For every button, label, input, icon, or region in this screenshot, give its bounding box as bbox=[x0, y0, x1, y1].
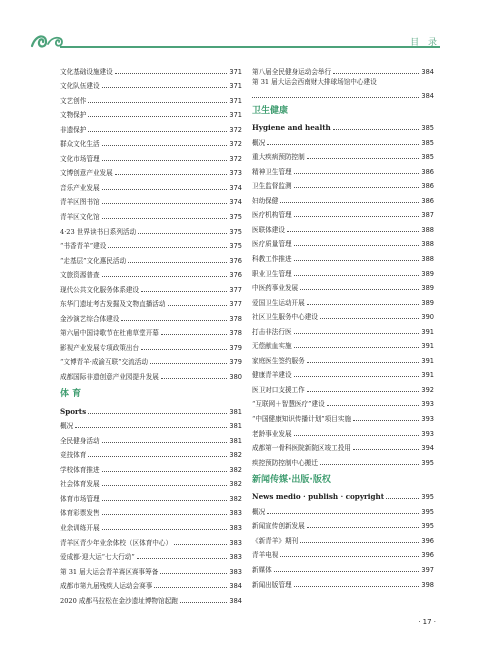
toc-entry-page: 386 bbox=[421, 182, 434, 191]
toc-entry-page: 391 bbox=[421, 342, 434, 351]
toc-entry-title: 文旅资源普查 bbox=[60, 271, 100, 280]
toc-entry-page: 383 bbox=[229, 553, 242, 562]
leader-dots bbox=[252, 97, 419, 98]
toc-entry-title: 爱成都·迎大运“七大行动” bbox=[60, 553, 135, 562]
toc-entry-page: 392 bbox=[421, 385, 434, 394]
toc-entry[interactable] bbox=[252, 62, 434, 77]
leader-dots bbox=[274, 571, 420, 572]
leader-dots bbox=[102, 160, 228, 161]
leader-dots bbox=[121, 320, 227, 321]
toc-entry[interactable] bbox=[252, 453, 434, 468]
toc-entry-title: 文化市场管理 bbox=[60, 154, 100, 163]
toc-entry-title: 第八届全民健身运动会举行 bbox=[252, 67, 332, 76]
toc-entry-page: 384 bbox=[421, 67, 434, 76]
toc-entry[interactable] bbox=[60, 164, 242, 179]
leader-dots bbox=[154, 587, 227, 588]
toc-entry-page: 382 bbox=[229, 494, 242, 503]
leader-dots bbox=[88, 456, 227, 457]
toc-entry[interactable] bbox=[252, 531, 434, 546]
toc-entry-page: 372 bbox=[229, 140, 242, 149]
toc-entry[interactable] bbox=[60, 367, 242, 382]
toc-entry[interactable] bbox=[60, 295, 242, 310]
leader-dots bbox=[88, 116, 227, 117]
toc-entry-title: 卫生监督监测 bbox=[252, 182, 292, 191]
leader-dots bbox=[267, 513, 419, 514]
leader-dots bbox=[353, 449, 420, 450]
leader-dots bbox=[307, 158, 420, 159]
toc-entry[interactable] bbox=[60, 178, 242, 193]
toc-entry[interactable] bbox=[60, 149, 242, 164]
toc-entry-title: Hygiene and health bbox=[252, 123, 331, 133]
leader-dots bbox=[108, 247, 227, 248]
toc-entry-page: 374 bbox=[229, 183, 242, 192]
toc-entry-title: 成都第一骨科医院新院区竣工投用 bbox=[252, 444, 351, 453]
toc-entry[interactable] bbox=[60, 324, 242, 339]
toc-entry-page: 385 bbox=[421, 124, 434, 133]
toc-entry[interactable] bbox=[60, 338, 242, 353]
toc-entry[interactable] bbox=[60, 548, 242, 563]
toc-entry-title: 医疗质量管理 bbox=[252, 240, 292, 249]
toc-entry-title: “文博青羊·成渝互联”交流活动 bbox=[60, 358, 148, 367]
leader-dots bbox=[294, 245, 420, 246]
leader-dots bbox=[102, 442, 228, 443]
toc-entry-title: 影视产业发展专项政策出台 bbox=[60, 343, 140, 352]
toc-entry[interactable] bbox=[252, 148, 434, 163]
leader-dots bbox=[115, 73, 228, 74]
toc-column-right bbox=[252, 62, 434, 590]
toc-entry-page: 391 bbox=[421, 327, 434, 336]
toc-entry-title: 医联体建设 bbox=[252, 225, 285, 234]
toc-entry[interactable] bbox=[60, 518, 242, 533]
toc-entry-title: 家庭医生签约服务 bbox=[252, 356, 305, 365]
toc-entry-title: 青羊区青少年业余体校（区体育中心） bbox=[60, 538, 173, 547]
leader-dots bbox=[102, 145, 228, 146]
leader-dots bbox=[161, 378, 228, 379]
section-heading-health: 卫生健康 bbox=[252, 105, 289, 116]
toc-entry-page: 398 bbox=[421, 580, 434, 589]
toc-entry[interactable] bbox=[252, 220, 434, 235]
leader-dots bbox=[168, 305, 228, 306]
leader-dots bbox=[307, 391, 420, 392]
toc-entry-title: 社区卫生服务中心建设 bbox=[252, 313, 318, 322]
toc-entry-page: 388 bbox=[421, 240, 434, 249]
toc-entry-title: 爱国卫生运动开展 bbox=[252, 298, 305, 307]
toc-entry-title: 老龄事业发展 bbox=[252, 429, 292, 438]
toc-entry[interactable] bbox=[60, 62, 242, 77]
leader-dots bbox=[128, 262, 227, 263]
toc-entry-page: 372 bbox=[229, 154, 242, 163]
leader-dots bbox=[294, 435, 420, 436]
toc-entry-title: 成都国际非遗创意产业园提升发展 bbox=[60, 373, 159, 382]
toc-entry-leader-line bbox=[252, 87, 434, 101]
toc-entry-title: 精神卫生管理 bbox=[252, 167, 292, 176]
toc-entry[interactable] bbox=[252, 439, 434, 454]
toc-entry-page: 388 bbox=[421, 225, 434, 234]
toc-entry[interactable] bbox=[252, 560, 434, 575]
toc-entry-page: 383 bbox=[229, 509, 242, 518]
toc-entry-page: 381 bbox=[229, 407, 242, 416]
leader-dots bbox=[115, 174, 228, 175]
toc-entry-title: 第六届中国诗歌节在杜甫草堂开幕 bbox=[60, 329, 159, 338]
toc-entry[interactable] bbox=[252, 409, 434, 424]
toc-entry-title: 金沙演艺综合体建设 bbox=[60, 314, 120, 323]
swirl-ornament-icon bbox=[30, 30, 70, 52]
toc-entry[interactable] bbox=[60, 591, 242, 606]
toc-entry-title: 东华门遗址考古发掘及文物直播活动 bbox=[60, 300, 166, 309]
toc-entry-page: 371 bbox=[229, 111, 242, 120]
toc-entry-title: “中国健康知识传播计划”项目实施 bbox=[252, 415, 352, 424]
toc-entry[interactable] bbox=[60, 577, 242, 592]
toc-entry-title: 体育市场管理 bbox=[60, 494, 100, 503]
toc-entry-title: “书香青羊”建设 bbox=[60, 242, 107, 251]
toc-entry-page: 374 bbox=[229, 198, 242, 207]
toc-entry-page: 381 bbox=[229, 436, 242, 445]
toc-entry-page: 372 bbox=[229, 125, 242, 134]
toc-entry[interactable] bbox=[252, 502, 434, 517]
page-header bbox=[0, 0, 480, 60]
toc-entry-title: 文化基础设施建设 bbox=[60, 67, 113, 76]
leader-dots bbox=[294, 376, 420, 377]
toc-entry-page: 384 bbox=[229, 596, 242, 605]
toc-entry-title: 新闻出版管理 bbox=[252, 580, 292, 589]
toc-entry[interactable] bbox=[252, 293, 434, 308]
toc-entry[interactable] bbox=[60, 77, 242, 92]
toc-entry[interactable] bbox=[60, 475, 242, 490]
toc-entry[interactable] bbox=[252, 308, 434, 323]
toc-entry-page: 380 bbox=[229, 373, 242, 382]
toc-entry-title: 竞技体育 bbox=[60, 451, 87, 460]
page-number: · 17 · bbox=[418, 618, 436, 626]
toc-entry-page: 393 bbox=[421, 415, 434, 424]
toc-entry[interactable] bbox=[60, 504, 242, 519]
toc-entry-title: 青羊电视 bbox=[252, 551, 279, 560]
toc-entry-title: 文艺创作 bbox=[60, 96, 87, 105]
toc-entry-title: 4·23 世界读书日系列活动 bbox=[60, 227, 137, 236]
toc-entry-page: 383 bbox=[229, 538, 242, 547]
toc-entry-page: 395 bbox=[421, 507, 434, 516]
toc-entry[interactable] bbox=[252, 351, 434, 366]
toc-entry-page: 388 bbox=[421, 255, 434, 264]
toc-entry-title: 学校体育推进 bbox=[60, 465, 100, 474]
toc-entry[interactable] bbox=[60, 280, 242, 295]
leader-dots bbox=[320, 318, 419, 319]
toc-entry[interactable] bbox=[60, 193, 242, 208]
leader-dots bbox=[300, 542, 419, 543]
leader-dots bbox=[307, 304, 420, 305]
toc-entry-title: 中医药事业发展 bbox=[252, 284, 299, 293]
leader-dots bbox=[287, 231, 419, 232]
toc-entry-title: News medio · publish · copyright bbox=[252, 492, 385, 502]
toc-entry-page: 383 bbox=[229, 523, 242, 532]
toc-entry[interactable] bbox=[60, 309, 242, 324]
toc-entry[interactable] bbox=[252, 249, 434, 264]
leader-dots bbox=[294, 333, 420, 334]
toc-entry-title: 新媒体 bbox=[252, 565, 272, 574]
toc-entry-title: 打击非法行医 bbox=[252, 327, 292, 336]
toc-entry-title: 群众文化生活 bbox=[60, 140, 100, 149]
toc-entry-title: 2020 成都马拉松在金沙遗址博物馆起跑 bbox=[60, 596, 178, 605]
toc-entry[interactable] bbox=[252, 77, 434, 101]
leader-dots bbox=[307, 527, 420, 528]
toc-entry-title: 青羊区文化馆 bbox=[60, 213, 100, 222]
toc-entry[interactable] bbox=[60, 237, 242, 252]
toc-entry-title: 业余训练开展 bbox=[60, 523, 100, 532]
toc-entry-title: 职业卫生管理 bbox=[252, 269, 292, 278]
leader-dots bbox=[137, 558, 228, 559]
toc-entry[interactable] bbox=[252, 177, 434, 192]
toc-entry-page: 395 bbox=[421, 458, 434, 467]
toc-entry-page: 396 bbox=[421, 536, 434, 545]
toc-entry-page: 382 bbox=[229, 465, 242, 474]
leader-dots bbox=[300, 289, 419, 290]
leader-dots bbox=[102, 529, 228, 530]
toc-entry[interactable] bbox=[60, 106, 242, 121]
header-rule bbox=[60, 46, 440, 48]
toc-entry[interactable] bbox=[60, 251, 242, 266]
leader-dots bbox=[160, 573, 227, 574]
toc-entry-page: 379 bbox=[229, 358, 242, 367]
toc-entry[interactable] bbox=[252, 206, 434, 221]
leader-dots bbox=[280, 556, 419, 557]
leader-dots bbox=[102, 276, 228, 277]
leader-dots bbox=[102, 500, 228, 501]
toc-entry[interactable] bbox=[60, 91, 242, 106]
toc-entry-title: 医卫对口支援工作 bbox=[252, 385, 305, 394]
toc-entry-page: 391 bbox=[421, 371, 434, 380]
toc-entry[interactable] bbox=[252, 395, 434, 410]
toc-column-left bbox=[60, 62, 242, 606]
leader-dots bbox=[294, 173, 420, 174]
leader-dots bbox=[333, 73, 419, 74]
toc-entry[interactable] bbox=[60, 135, 242, 150]
toc-entry-page: 371 bbox=[229, 82, 242, 91]
toc-entry-page: 377 bbox=[229, 300, 242, 309]
toc-entry-page: 376 bbox=[229, 271, 242, 280]
toc-entry[interactable] bbox=[252, 264, 434, 279]
toc-entry[interactable] bbox=[252, 337, 434, 352]
leader-dots bbox=[102, 218, 228, 219]
toc-entry[interactable] bbox=[60, 489, 242, 504]
leader-dots bbox=[102, 471, 228, 472]
section-subheading-sports[interactable] bbox=[60, 402, 242, 417]
toc-entry-page: 384 bbox=[229, 582, 242, 591]
toc-entry-page: 386 bbox=[421, 196, 434, 205]
toc-entry-page: 371 bbox=[229, 96, 242, 105]
leader-dots bbox=[294, 347, 420, 348]
leader-dots bbox=[102, 203, 228, 204]
toc-entry-page: 371 bbox=[229, 67, 242, 76]
leader-dots bbox=[174, 544, 227, 545]
toc-entry-title: 青羊区图书馆 bbox=[60, 198, 100, 207]
toc-entry-page: 384 bbox=[421, 91, 434, 100]
section-heading-sports: 体 育 bbox=[60, 389, 82, 400]
toc-entry-page: 387 bbox=[421, 211, 434, 220]
section-subheading-news[interactable] bbox=[252, 488, 434, 503]
leader-dots bbox=[294, 260, 420, 261]
toc-entry-page: 375 bbox=[229, 242, 242, 251]
toc-entry-title: 文博创意产业发展 bbox=[60, 169, 113, 178]
leader-dots bbox=[88, 413, 227, 414]
toc-entry[interactable] bbox=[60, 533, 242, 548]
toc-entry-title: 概况 bbox=[252, 138, 266, 147]
section-heading-news: 新闻传媒·出版·版权 bbox=[252, 474, 331, 485]
toc-entry[interactable] bbox=[252, 133, 434, 148]
toc-entry-page: 376 bbox=[229, 256, 242, 265]
toc-entry-page: 373 bbox=[229, 169, 242, 178]
leader-dots bbox=[75, 427, 227, 428]
leader-dots bbox=[141, 291, 227, 292]
toc-entry-title: 文物保护 bbox=[60, 111, 87, 120]
toc-entry-page: 383 bbox=[229, 567, 242, 576]
toc-entry-title: 音乐产业发展 bbox=[60, 183, 100, 192]
toc-entry[interactable] bbox=[252, 162, 434, 177]
toc-entry[interactable] bbox=[60, 266, 242, 281]
toc-entry-page: 385 bbox=[421, 138, 434, 147]
header-title: 目 录 bbox=[410, 38, 440, 48]
toc-entry-page: 377 bbox=[229, 285, 242, 294]
toc-entry-title: 科教工作推进 bbox=[252, 255, 292, 264]
toc-entry[interactable] bbox=[252, 279, 434, 294]
toc-entry[interactable] bbox=[60, 353, 242, 368]
toc-entry-title: 体育彩票发售 bbox=[60, 509, 100, 518]
toc-entry-page: 375 bbox=[229, 227, 242, 236]
toc-entry[interactable] bbox=[60, 222, 242, 237]
toc-entry[interactable] bbox=[60, 562, 242, 577]
toc-entry-page: 395 bbox=[421, 522, 434, 531]
toc-entry-title: 疾控预防控制中心搬迁 bbox=[252, 458, 318, 467]
toc-entry-page: 386 bbox=[421, 167, 434, 176]
leader-dots bbox=[294, 216, 420, 217]
toc-entry[interactable] bbox=[60, 446, 242, 461]
toc-entry[interactable] bbox=[252, 575, 434, 590]
leader-dots bbox=[102, 514, 228, 515]
toc-entry-title: 文化队伍建设 bbox=[60, 82, 100, 91]
toc-entry-title: 新闻宣传创新发展 bbox=[252, 522, 305, 531]
toc-entry[interactable] bbox=[252, 380, 434, 395]
toc-entry-page: 378 bbox=[229, 329, 242, 338]
toc-entry[interactable] bbox=[252, 517, 434, 532]
section-subheading-health[interactable] bbox=[252, 119, 434, 134]
toc-entry-page: 381 bbox=[229, 422, 242, 431]
toc-entry-title: 概况 bbox=[60, 422, 74, 431]
leader-dots bbox=[102, 87, 228, 88]
toc-entry-page: 394 bbox=[421, 444, 434, 453]
toc-entry[interactable] bbox=[252, 235, 434, 250]
toc-entry-page: 396 bbox=[421, 551, 434, 560]
toc-entry[interactable] bbox=[60, 431, 242, 446]
toc-entry-title: 全民健身活动 bbox=[60, 436, 100, 445]
toc-entry[interactable] bbox=[252, 366, 434, 381]
leader-dots bbox=[307, 362, 420, 363]
toc-entry-title: 成都市第九届残疾人运动会赛事 bbox=[60, 582, 153, 591]
leader-dots bbox=[141, 349, 227, 350]
toc-entry-page: 395 bbox=[421, 493, 434, 502]
toc-entry[interactable] bbox=[252, 322, 434, 337]
toc-entry-page: 382 bbox=[229, 480, 242, 489]
toc-entry-title: 非遗保护 bbox=[60, 125, 87, 134]
leader-dots bbox=[353, 420, 419, 421]
leader-dots bbox=[327, 405, 420, 406]
leader-dots bbox=[333, 129, 420, 130]
toc-entry-title: “走基层”文化惠民活动 bbox=[60, 256, 127, 265]
toc-entry-page: 389 bbox=[421, 298, 434, 307]
leader-dots bbox=[150, 363, 227, 364]
leader-dots bbox=[102, 189, 228, 190]
leader-dots bbox=[294, 187, 420, 188]
toc-entry-page: 385 bbox=[421, 153, 434, 162]
toc-entry-page: 389 bbox=[421, 284, 434, 293]
toc-entry-title: 现代公共文化服务体系建设 bbox=[60, 285, 140, 294]
toc-entry[interactable] bbox=[252, 546, 434, 561]
toc-entry-page: 397 bbox=[421, 565, 434, 574]
toc-entry-title: 社会体育发展 bbox=[60, 480, 100, 489]
toc-entry-page: 382 bbox=[229, 451, 242, 460]
toc-entry-title: 《新青羊》期刊 bbox=[252, 536, 299, 545]
toc-entry-title: 重大疾病预防控制 bbox=[252, 153, 305, 162]
toc-entry-title: 妇幼保健 bbox=[252, 196, 279, 205]
leader-dots bbox=[88, 131, 227, 132]
toc-entry-title: 第 31 届大运会西南财大排球场馆中心建设 bbox=[252, 77, 377, 86]
leader-dots bbox=[386, 498, 419, 499]
toc-entry-page: 379 bbox=[229, 343, 242, 352]
toc-entry-title: 健康青羊建设 bbox=[252, 371, 292, 380]
toc-entry[interactable] bbox=[60, 417, 242, 432]
toc-entry-title: 医疗机构管理 bbox=[252, 211, 292, 220]
toc-entry-title: 第 31 届大运会青羊赛区赛事筹备 bbox=[60, 567, 159, 576]
toc-entry-page: 390 bbox=[421, 313, 434, 322]
leader-dots bbox=[280, 202, 419, 203]
toc-entry-title: “互联网＋智慧医疗”建设 bbox=[252, 400, 325, 409]
toc-entry[interactable] bbox=[60, 460, 242, 475]
toc-entry-title: Sports bbox=[60, 406, 87, 416]
toc-entry-page: 378 bbox=[229, 314, 242, 323]
leader-dots bbox=[294, 275, 420, 276]
toc-entry[interactable] bbox=[252, 424, 434, 439]
leader-dots bbox=[180, 602, 228, 603]
toc-entry-page: 391 bbox=[421, 356, 434, 365]
toc-entry-page: 393 bbox=[421, 400, 434, 409]
toc-entry-page: 375 bbox=[229, 213, 242, 222]
toc-entry[interactable] bbox=[60, 120, 242, 135]
leader-dots bbox=[294, 586, 420, 587]
toc-entry-title: 无偿献血实施 bbox=[252, 342, 292, 351]
leader-dots bbox=[102, 485, 228, 486]
toc-entry-page: 393 bbox=[421, 429, 434, 438]
leader-dots bbox=[161, 334, 228, 335]
leader-dots bbox=[138, 233, 227, 234]
toc-entry-page: 389 bbox=[421, 269, 434, 278]
leader-dots bbox=[88, 102, 227, 103]
toc-entry-title: 概况 bbox=[252, 507, 266, 516]
leader-dots bbox=[320, 464, 419, 465]
toc-entry[interactable] bbox=[60, 207, 242, 222]
leader-dots bbox=[267, 144, 419, 145]
toc-entry[interactable] bbox=[252, 191, 434, 206]
